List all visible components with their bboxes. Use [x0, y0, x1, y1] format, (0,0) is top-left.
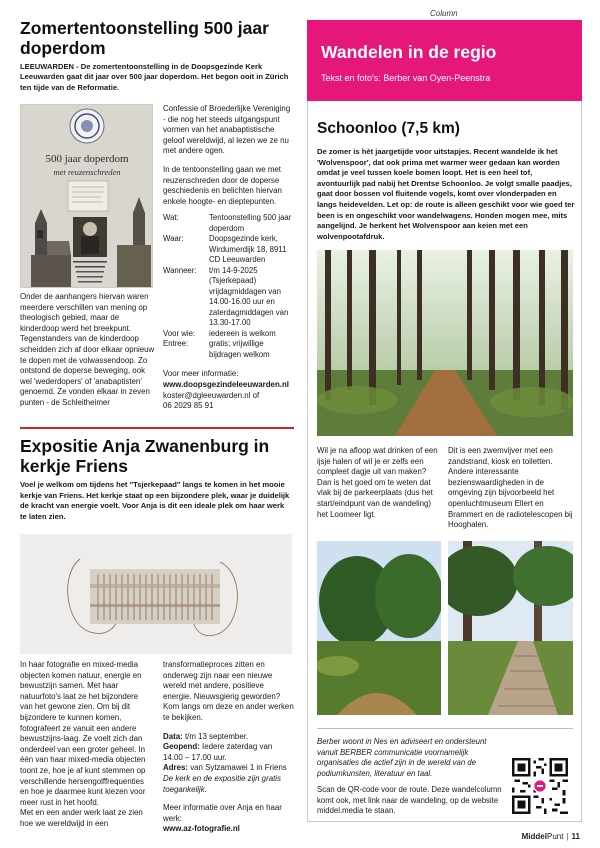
article2-body-left: In haar fotografie en mixed-media objecten komen natuur, energie en bewustzijn samen. Met haar natuurfoto's laat ze het bijzondere van het gewone zien. Om bij dit bijzondere te kunnen komen, fotografeert ze vanuit een andere bewustzijns-laag. Ze voelt zich dan onderdeel van een groter geheel. In één van haar mixed-media objecten toont ze, hoe je af kunt stemmen op verschillende hersengolffrequenties en hoe je daarmee kunt kiezen voor meer rust in het hoofd. [20, 660, 146, 807]
info-value: Doopsgezinde kerk, Wirdumerdijk 18, 8911 CD Leeuwarden [209, 234, 287, 265]
walk-body-left: Wil je na afloop wat drinken of een ijsje halen of wil je er zelfs een compleet dagje uit van maken? Dan is het goed om te weten dat vlak bij de parkeerplaats (dus het start/eindpunt van de wandeling) het Loomeer ligt. [317, 446, 438, 519]
poster-title: 500 jaar doperdom [45, 153, 129, 165]
open-label: Geopend: [163, 742, 200, 752]
column-byline: Tekst en foto's: Berber van Oyen-Peenstra [321, 73, 491, 83]
email-link[interactable]: koster@dgleeuwarden.nl of [163, 390, 260, 400]
info-value: iedereen is welkom [209, 328, 276, 338]
open-value: Iedere zaterdag van 14.00 – 17.00 uur. [163, 742, 273, 762]
column-label: Column [430, 9, 458, 18]
article2-intro: Voel je welkom om tijdens het "Tsjerkepaad" langs te komen in het mooie kerkje van Friens. Het kerkje staat op een bijzondere plek, waar je duidelijk de kracht van energie voelt. Voor Anja is dit een ideale plek om haar werk te laten zien. [20, 480, 290, 521]
info-value: t/m 14-9-2025 (Tsjerkepaad) vrijdagmiddagen van 14.00-16.00 uur en zaterdagmiddagen van 13.30-17.00 [209, 265, 289, 328]
info-key: Wanneer: [163, 265, 197, 275]
address-value: van Sytzamawei 1 in Friens [190, 763, 287, 773]
article2-body-left-2: Met en een ander werk laat ze zien hoe we wereldwijd in een [20, 808, 143, 828]
info-key: Entree: [163, 339, 189, 349]
author-bio: Berber woont in Nes en adviseert en ondersteunt vanuit BERBER communicatie voornamelijk organisaties die actief zijn in de wereld van de podiumkunsten, literatuur en taal. [317, 737, 487, 778]
forest-path-photo [317, 250, 573, 436]
section-divider [20, 427, 294, 429]
info-value: Tentoonstelling 500 jaar doperdom [209, 213, 292, 233]
page-number: 11 [571, 832, 580, 841]
poster-subtitle: met reuzenschreden [53, 167, 121, 177]
article1-intro: LEEUWARDEN - De zomertentoonstelling in de Doopsgezinde Kerk Leeuwarden gaat dit jaar over 500 jaar doperdom. Het begon ooit in Zürich ten tijde van de Reformatie. [20, 62, 289, 92]
info-value: gratis; vrijwillige bijdragen welkom [209, 339, 270, 359]
page-footer [522, 832, 580, 841]
article1-title: Zomertentoonstelling 500 jaar doperdom [20, 18, 269, 58]
walk-intro: De zomer is hèt jaargetijde voor uitstapjes. Recent wandelde ik het 'Wolvenspoor', dat ook prima met warmer weer gedaan kan worden omdat je veel tussen koele bomen loopt. Het is een heel tof, avontuurlijk pad nabij het Drentse Schoonloo. Je volgt smalle paadjes, gaat door bossen vol fluitende vogels, komt over vlonderpaden en langs heidevelden. Let op: de route is alleen geschikt voor wie goed ter been is en ongeschikt voor wandelwagens. Honden mogen mee, mits aangelijnd. Je herkent het Wolvenspoor aan keien met een wolvenpootafdruk. [317, 147, 575, 241]
route-qr-code[interactable] [512, 758, 568, 814]
free-entry-note: De kerk en de expositie zijn gratis toegankelijk. [163, 773, 281, 794]
website-link[interactable]: www.doopsgezindeleeuwarden.nl [163, 379, 289, 389]
walk-heading: Schoonloo (7,5 km) [317, 120, 460, 137]
info-key: Wat: [163, 213, 179, 223]
data-label: Data: [163, 731, 183, 741]
website-link[interactable]: www.az-fotografie.nl [163, 824, 240, 834]
address-label: Adres: [163, 763, 188, 773]
phone-number: 06 2029 85 91 [163, 401, 214, 411]
heath-trees-photo [317, 541, 441, 715]
footer-brand: Middel [521, 832, 547, 841]
qr-instruction: Scan de QR-code voor de route. Deze wandelcolumn komt ook, met link naar de wandeling, op de website middel.media te staan. [317, 785, 502, 815]
article1-body-right-p2: In de tentoonstelling gaan we met reuzenschreden door de doperse geschiedenis en belichten hiervan enkele hoogte- en dieptepunten. [163, 164, 282, 206]
walk-body-right: Dit is een zwemvijver met een zandstrand, kiosk en toiletten. Andere interessante bezienswaardigheden in de omgeving zijn bijvoorbeeld het openluchtmuseum Ellert en Brammert en de radiotelescopen bij Hooghalen. [448, 446, 573, 530]
footer-separator: | [566, 832, 569, 841]
more-info-label: Meer informatie over Anja en haar werk: [163, 803, 282, 823]
info-key: Waar: [163, 234, 184, 244]
exhibition-poster-image [20, 104, 153, 288]
data-value: t/m 13 september. [184, 731, 249, 741]
footer-brand-suffix: Punt [546, 832, 564, 841]
boardwalk-photo [448, 541, 573, 715]
artwork-photo [20, 534, 292, 654]
exhibition-info-list [163, 213, 295, 360]
info-key: Voor wie: [163, 328, 196, 338]
article2-title: Expositie Anja Zwanenburg in kerkje Friens [20, 436, 270, 476]
bio-divider [317, 728, 573, 729]
column-title: Wandelen in de regio [321, 42, 497, 62]
article2-body-right: transformatieproces zitten en onderweg zijn naar een nieuwe wereld met andere, positieve energie. Nieuwsgierig geworden? Kom langs om deze en ander werken te bekijken. [163, 660, 294, 722]
article1-body-right-p1: Confessie of Broederlijke Vereniging - die nog het steeds uitgangspunt vormen van het anabaptistische geloof wereldwijd, al lezen we ze nu met andere ogen. [163, 104, 291, 156]
more-info-label: Voor meer informatie: [163, 369, 239, 379]
article1-body-left: Onder de aanhangers hiervan waren meerdere verschillen van mening op theologisch gebied, maar de kinderdoop werd het breekpunt. Tegenstanders van de kinderdoop scheidden zich af door elkaar opnieuw te dopen met de volwassendoop. Zo ontstond de doperse beweging, ook wel 'wederdopers' of 'anabaptisten' genoemd. Ze vonden elkaar in zeven punten - de Schleitheimer [20, 292, 155, 407]
